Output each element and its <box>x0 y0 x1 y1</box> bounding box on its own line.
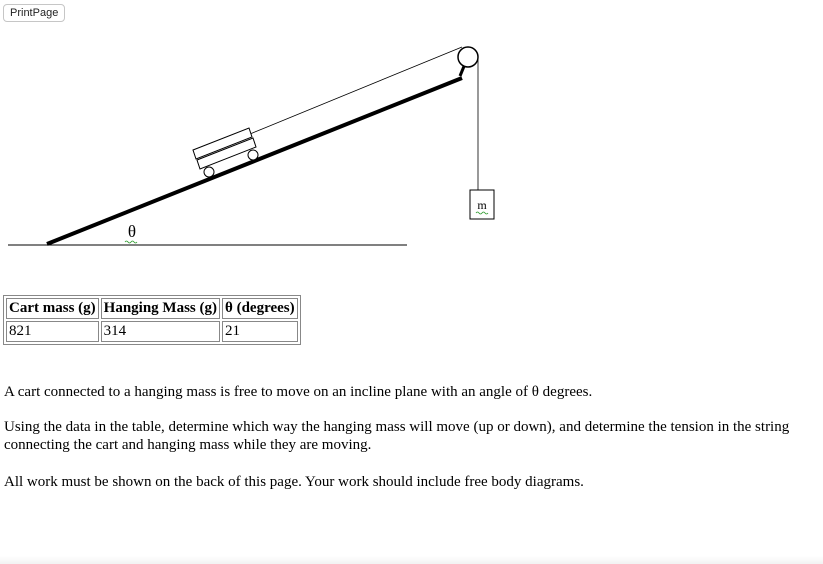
header-hanging-mass: Hanging Mass (g) <box>101 298 220 319</box>
print-page-button[interactable]: PrintPage <box>3 4 65 22</box>
work-instructions: All work must be shown on the back of this page. Your work should include free body diagrams. <box>4 474 584 490</box>
header-cart-mass: Cart mass (g) <box>6 298 99 319</box>
bottom-shade <box>0 556 823 564</box>
cell-cart-mass: 821 <box>6 321 99 342</box>
angle-symbol: θ <box>127 222 137 241</box>
cart-wheel-front <box>248 150 258 160</box>
cart-wheel-rear <box>204 167 214 177</box>
header-angle: θ (degrees) <box>222 298 298 319</box>
cell-hanging-mass: 314 <box>101 321 220 342</box>
table-header-row <box>6 298 298 319</box>
cart <box>193 128 258 177</box>
pulley <box>458 47 478 67</box>
problem-statement: A cart connected to a hanging mass is free to move on an incline plane with an angle of θ degrees. <box>4 384 593 400</box>
cell-angle: 21 <box>222 321 298 342</box>
angle-squiggle <box>125 241 137 243</box>
mass-label: m <box>477 198 487 212</box>
problem-instructions: Using the data in the table, determine which way the hanging mass will move (up or down), and determine the tension in the string connecting the cart and hanging mass while they are moving. <box>4 419 790 453</box>
table-row <box>6 321 298 342</box>
incline-plane <box>47 78 462 244</box>
incline-diagram <box>0 0 823 280</box>
data-table <box>3 295 301 345</box>
